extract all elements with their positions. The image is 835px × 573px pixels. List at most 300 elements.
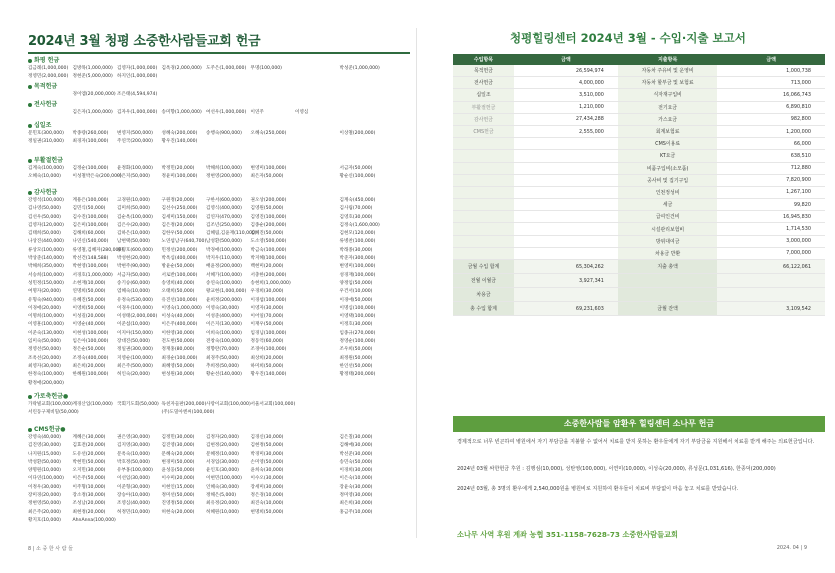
pine-tree-description: 경제적으로 너무 빈곤하여 병원에서 자기 부담금을 지불할 수 없어서 치료를 받지 못하는 환우들에게 자기 부담금을 지원해서 치료를 받게 해주는 의료헌금입니다.: [457, 439, 815, 445]
offering-section: [28, 100, 413, 117]
donor-entry: 하미희(50,000): [250, 363, 284, 369]
donor-entry: [73, 409, 118, 417]
donor-entry: [295, 247, 340, 255]
donor-entry: 김은정(20,000): [161, 222, 195, 228]
donor-entry: [295, 65, 340, 73]
income-amount-cell: 1,210,000: [514, 101, 618, 113]
donor-entry: [295, 288, 340, 296]
donor-row: [28, 371, 413, 379]
donor-entry: 김은칠(30,000): [339, 435, 373, 440]
expense-item-cell: 자동차 할부금 및 보험료: [618, 77, 717, 89]
donor-entry: 김진영(30,000): [161, 443, 195, 449]
donor-entry: [295, 355, 340, 363]
donor-entry: 김계숙(450,000): [339, 198, 376, 203]
donor-entry: 손미영(50,000): [250, 459, 284, 465]
expense-item-cell: 세금: [618, 199, 717, 211]
donor-entry: 박해희(100,000): [206, 166, 242, 171]
donor-entry: 계혜은(30,000): [72, 435, 106, 440]
donor-entry: AhnAnna(100,000): [72, 517, 116, 523]
donor-entry: 김나영(50,000): [28, 206, 61, 212]
donor-row: [28, 330, 413, 338]
table-header-row: [453, 54, 825, 65]
donor-entry: 박성현(20,000): [117, 256, 150, 262]
donor-entry: 김미희(50,000): [117, 206, 150, 212]
donor-entry: 강영숙(40,000): [28, 435, 61, 440]
summary-row: [453, 274, 825, 288]
donor-row: [28, 434, 413, 442]
donor-entry: 박경미(30,000): [250, 451, 284, 457]
donor-entry: 서금자(50,000): [117, 272, 150, 278]
donor-entry: 김연자(470,000): [206, 214, 242, 220]
bullet-icon: [28, 191, 32, 195]
donor-entry: 박호정(50,000): [117, 459, 150, 465]
donor-row: [28, 238, 413, 246]
donor-entry: 박종량(260,000): [72, 131, 109, 136]
donor-entry: 정영민(2,000,000): [28, 74, 69, 80]
donor-entry: 김혜진(50,000): [250, 231, 284, 237]
donor-entry: [340, 409, 385, 417]
donor-entry: [117, 380, 162, 388]
donor-entry: 백현미(20,000): [250, 264, 284, 270]
donor-entry: 류형호(600,000): [117, 247, 153, 253]
donor-entry: 김영진(100,000): [250, 214, 287, 220]
donor-entry: [340, 73, 385, 81]
donor-entry: 김현정(20,000): [206, 443, 239, 449]
expense-item-cell: [618, 288, 717, 302]
donor-entry: 가락빌교회(100,000): [28, 402, 73, 407]
donor-entry: 이성철박은숙(200,000): [72, 174, 122, 180]
donor-entry: 임경님(100,000): [250, 330, 287, 336]
donor-entry: 김선수(250,000): [161, 206, 198, 212]
donor-entry: 허정민(10,000): [117, 509, 150, 515]
table-row: [453, 89, 825, 101]
donor-row: [28, 346, 413, 354]
donor-entry: 박성준(1,000,000): [339, 66, 380, 71]
donor-entry: 정미선(50,000): [161, 493, 195, 499]
donor-row: [28, 65, 413, 73]
donor-entry: 임종규(270,000): [339, 330, 376, 336]
donor-row: [28, 509, 413, 517]
donor-entry: 유정숙(530,000): [117, 297, 153, 303]
donor-entry: [162, 380, 207, 388]
donor-entry: 최은희(20,000): [72, 363, 106, 369]
donor-entry: [251, 380, 296, 388]
donor-entry: 황우진(140,000): [161, 139, 198, 145]
donor-entry: 남성환(500,000): [206, 239, 242, 245]
donor-entry: [295, 380, 340, 388]
donor-entry: 전창숙(100,000): [206, 339, 242, 345]
donor-entry: 방윤순(50,000): [161, 264, 195, 270]
donor-entry: 최혜영(50,000): [161, 363, 195, 369]
donor-entry: 김영자(1,000,000): [117, 66, 158, 71]
donor-entry: 변경미(50,000): [161, 459, 195, 465]
section-heading: 가로축헌금●: [28, 392, 413, 401]
income-amount-cell: [514, 235, 618, 247]
income-amount-cell: [514, 223, 618, 235]
donor-entry: 왕교현(1,000,000): [206, 289, 247, 295]
header-income-item: 수입항목: [453, 54, 514, 65]
donor-entry: 이성태(2,000,000): [117, 314, 158, 320]
donor-row: [28, 338, 413, 346]
table-row: [453, 235, 825, 247]
donor-entry: 한혜원(100,000): [72, 372, 109, 378]
expense-amount-cell: 66,000: [717, 138, 825, 150]
bullet-icon: [28, 103, 32, 107]
donor-entry: [251, 91, 296, 99]
expense-amount-cell: 1,200,000: [717, 125, 825, 137]
expense-amount-cell: 6,890,810: [717, 101, 825, 113]
donor-entry: 김세미(150,000): [161, 214, 198, 220]
bullet-icon: [28, 124, 32, 128]
donor-entry: 장소정(30,000): [72, 493, 106, 499]
donor-row: [28, 255, 413, 263]
donor-entry: [295, 321, 340, 329]
donor-entry: 이성준(400,000): [206, 314, 242, 320]
donor-entry: 김해희(60,000): [72, 231, 106, 237]
income-item-cell: 총 수입 합계: [453, 302, 514, 316]
donor-row: [28, 272, 413, 280]
donor-entry: 김옥경(2,000,000): [161, 66, 202, 71]
donor-entry: 정현영(50,000): [28, 501, 61, 507]
expense-item-cell: CMS이용료: [618, 138, 717, 150]
donor-entry: 계용은(100,000): [72, 198, 109, 203]
offering-section: [28, 188, 413, 388]
donor-entry: 임은아(100,000): [72, 339, 109, 345]
donor-entry: 인혜숙(30,000): [206, 484, 239, 490]
donor-entry: 경이엠(20,000,000): [72, 92, 116, 97]
donor-entry: 김영자(120,000): [28, 222, 64, 228]
donor-row: [28, 247, 413, 255]
donor-row: [28, 263, 413, 271]
income-amount-cell: 2,555,000: [514, 125, 618, 137]
donor-entry: [295, 401, 340, 409]
donor-entry: 이경우(100,000): [117, 305, 153, 311]
donor-row: [28, 313, 413, 321]
donor-entry: [295, 484, 340, 492]
donor-entry: 사랑이교회(100,000): [206, 402, 251, 407]
income-amount-cell: [514, 174, 618, 186]
expense-item-cell: 비품구입비(소모품): [618, 162, 717, 174]
donor-entry: 이은지(50,000): [117, 174, 150, 180]
donor-entry: 이준숙(130,000): [28, 330, 64, 336]
table-row: [453, 223, 825, 235]
bullet-icon: [28, 395, 32, 399]
donor-entry: 박정민(20,000): [161, 166, 195, 171]
donor-entry: 오태희(50,000): [161, 289, 195, 295]
donor-entry: 김민식(50,000): [72, 206, 106, 212]
income-amount-cell: [514, 247, 618, 259]
donor-entry: [295, 459, 340, 467]
donor-entry: 최경순(100,000): [161, 355, 198, 361]
donor-entry: 최은희(30,000): [339, 501, 373, 507]
donor-entry: [295, 475, 340, 483]
donor-entry: 이영숙(30,000): [206, 305, 239, 311]
donor-entry: 윤정화(100,000): [117, 166, 153, 171]
income-item-cell: 감사헌금: [453, 113, 514, 125]
table-row: [453, 113, 825, 125]
expense-item-cell: 전기요금: [618, 101, 717, 113]
section-heading: CMS헌금●: [28, 425, 413, 434]
donor-entry: 양명원(10,000): [28, 468, 61, 474]
donor-row: [28, 73, 413, 81]
donor-entry: [295, 280, 340, 288]
income-item-cell: CMS헌금: [453, 125, 514, 137]
donor-entry: [295, 73, 340, 81]
donor-entry: 유부홍(100,000): [117, 468, 153, 474]
donor-entry: 도주은(1,000,000): [206, 66, 247, 71]
donor-entry: 이영훈(100,000): [28, 322, 64, 328]
donor-entry: 윤희숙(30,000): [250, 468, 284, 474]
donor-entry: 강영석(100,000): [28, 198, 64, 203]
donor-entry: 이성숙(40,000): [161, 314, 195, 320]
donor-entry: 김계숙(100,000): [28, 166, 64, 171]
donor-entry: 허현숙(20,000): [161, 509, 195, 515]
donor-entry: 오혜숙(10,000): [28, 174, 61, 180]
donor-entry: 황순신(100,000): [339, 174, 376, 180]
donor-entry: [206, 409, 251, 417]
donor-entry: 독친자들판(200,000): [161, 402, 207, 407]
donor-entry: 이어일(70,000): [250, 314, 284, 320]
donor-entry: 김현정(50,000): [250, 443, 284, 449]
donor-entry: 조은태(4,594,974): [117, 92, 158, 97]
expense-amount-cell: 638,510: [717, 150, 825, 162]
donor-entry: 정은경(10,000): [250, 493, 284, 499]
donor-entry: 정현준(5,000,000): [72, 74, 113, 80]
income-item-cell: [453, 235, 514, 247]
donor-entry: 허혜원(10,000): [206, 509, 239, 515]
donor-entry: 이현인(15,000): [161, 484, 195, 490]
donor-entry: 이수오(30,000): [250, 476, 284, 482]
donor-entry: 이희숙(100,000): [206, 330, 242, 336]
donor-entry: 이정우(30,000): [28, 484, 61, 490]
donor-entry: 정향란(70,000): [206, 347, 239, 353]
donor-entry: 정은순(50,000): [72, 347, 106, 353]
donor-entry: 현성원(30,000): [161, 372, 195, 378]
donor-entry: 조우희(50,000): [339, 347, 373, 353]
expense-amount-cell: 713,000: [717, 77, 825, 89]
donor-row: [28, 459, 413, 467]
donor-entry: [295, 173, 340, 181]
donor-entry: 변영지(500,000): [117, 131, 153, 136]
donor-entry: 추희정(50,000): [206, 363, 239, 369]
donor-entry: [295, 138, 340, 146]
donor-entry: [295, 409, 340, 417]
donor-row: [28, 214, 413, 222]
donor-entry: 김은미(100,000): [72, 222, 109, 228]
donor-entry: 하지인(1,000,000): [117, 74, 158, 80]
donor-entry: 황순선(140,000): [206, 372, 242, 378]
income-item-cell: [453, 186, 514, 198]
donor-entry: 서로반(100,000): [161, 272, 198, 278]
donor-entry: 이연주: [250, 110, 264, 115]
donor-entry: 김영원(50,000): [250, 206, 284, 212]
section-heading: 전사헌금: [28, 100, 413, 109]
donor-entry: 최은주(20,000): [28, 509, 61, 515]
donor-entry: 이영숙(1,000,000): [161, 305, 202, 311]
donor-entry: 황우진(140,000): [250, 372, 287, 378]
expense-amount-cell: 99,820: [717, 199, 825, 211]
expense-amount-cell: 66,122,061: [717, 260, 825, 274]
expense-amount-cell: 1,267,100: [717, 186, 825, 198]
donor-entry: 김방목(1,000,000): [72, 66, 113, 71]
donor-entry: 배윤정(200,000): [206, 264, 242, 270]
donor-row: [28, 363, 413, 371]
expense-amount-cell: 1,000,738: [717, 65, 825, 77]
donor-entry: 김정순(100,000): [72, 166, 109, 171]
donor-entry: 오혜숙(250,000): [250, 131, 287, 136]
table-row: [453, 199, 825, 211]
donor-entry: 송민숙(50,000): [339, 459, 373, 465]
donor-entry: [295, 255, 340, 263]
donor-entry: [295, 313, 340, 321]
donor-entry: 성경재(100,000): [339, 272, 376, 278]
donor-entry: 조경아(100,000): [250, 347, 287, 353]
donor-entry: 오지민(30,000): [72, 468, 106, 474]
donor-entry: [251, 409, 296, 417]
donor-entry: 현명희(50,000): [250, 509, 284, 515]
donor-row: [28, 173, 413, 181]
income-item-cell: [453, 199, 514, 211]
donor-entry: 김진영(30,000): [28, 443, 61, 449]
donor-entry: 유형숙(940,000): [28, 297, 64, 303]
table-body: [453, 65, 825, 316]
income-item-cell: 금월 수입 합계: [453, 260, 514, 274]
donor-entry: 권오상(200,000): [250, 198, 287, 203]
expense-amount-cell: 7,820,900: [717, 174, 825, 186]
donor-entry: [28, 109, 73, 117]
expense-amount-cell: 7,000,000: [717, 247, 825, 259]
left-page-title: 2024년 3월 청평 소중한사람들교회 헌금: [28, 34, 261, 49]
donor-entry: 나상진(440,000): [28, 239, 64, 245]
donor-entry: 이영순(40,000): [72, 322, 106, 328]
donor-entry: 장윤숙(30,000): [339, 484, 373, 490]
donor-entry: [117, 409, 162, 417]
income-item-cell: [453, 138, 514, 150]
income-item-cell: 십일조: [453, 89, 514, 101]
donor-entry: [295, 165, 340, 173]
bullet-icon: [28, 159, 32, 163]
donor-entry: [295, 238, 340, 246]
donor-entry: 송연숙(100,000): [206, 280, 242, 286]
donor-row: [28, 442, 413, 450]
income-amount-cell: [514, 211, 618, 223]
donor-entry: [295, 305, 340, 313]
donor-entry: 이경애(20,000): [28, 305, 61, 311]
donor-entry: 김조년(250,000): [206, 222, 242, 228]
donor-entry: 박현주(90,000): [117, 264, 150, 270]
donor-entry: 김정숙(1,600,000): [339, 222, 380, 228]
donor-entry: 성혜숙(200,000): [161, 131, 198, 136]
donor-entry: 이영심: [295, 110, 309, 115]
donor-entry: [251, 138, 296, 146]
donor-entry: 이주형(10,000): [72, 484, 106, 490]
table-row: [453, 150, 825, 162]
donor-entry: 성민정(150,000): [28, 280, 64, 286]
donor-entry: 이경섭(100,000): [250, 297, 287, 303]
offering-section: [28, 392, 413, 418]
donor-entry: [295, 500, 340, 508]
donor-entry: 박현영(100,000): [72, 264, 109, 270]
donor-entry: 이한영(30,000): [161, 330, 195, 336]
section-heading: 목적헌금: [28, 82, 413, 91]
donor-entry: [206, 73, 251, 81]
table-row: [453, 247, 825, 259]
donor-row: [28, 222, 413, 230]
expense-item-cell: 인천정성비: [618, 186, 717, 198]
expense-item-cell: KT요금: [618, 150, 717, 162]
donor-entry: 계경산업(100,000): [72, 402, 113, 407]
donor-entry: 정윤미(100,000): [161, 174, 198, 180]
income-amount-cell: 4,000,000: [514, 77, 618, 89]
donor-entry: 김선우(50,000): [28, 214, 61, 220]
donor-row: [28, 91, 413, 99]
donor-entry: [340, 517, 385, 525]
donor-row: [28, 492, 413, 500]
donor-entry: 여명자(20,000): [28, 289, 61, 295]
donor-entry: 김정자(20,000): [206, 435, 239, 440]
donor-entry: 우건서(10,000): [339, 289, 373, 295]
donor-entry: 박성환(50,000): [28, 459, 61, 465]
donor-entry: 이성길(20,000): [72, 314, 106, 320]
donor-entry: 정영선(50,000): [28, 347, 61, 353]
income-item-cell: [453, 247, 514, 259]
donor-entry: 여선우(1,000,000): [206, 110, 247, 115]
expense-amount-cell: 16,945,830: [717, 211, 825, 223]
donor-entry: 장대진(50,000): [117, 339, 150, 345]
donor-entry: 박선건(148,588): [72, 256, 109, 262]
donation-account: 소나무 사역 후원 계좌 농협 351-1158-7628-73 소중한사람들교회: [457, 530, 678, 539]
summary-row: [453, 260, 825, 274]
donor-entry: 이재우(50,000): [250, 322, 284, 328]
donor-entry: 박경애(100,000): [206, 247, 242, 253]
donor-entry: 김한우(50,000): [161, 231, 195, 237]
donor-entry: 박지혜(100,000): [250, 256, 287, 262]
pine-tree-support-summary: 2024년 03월, 총 3명의 환우에게 2,540,000원을 병원비로 지원하여 환우들이 치료비 부담없이 마음 놓고 치료를 받았습니다.: [457, 486, 739, 492]
donor-entry: 윤성웅(50,000): [161, 468, 195, 474]
donor-entry: 소현재(10,000): [72, 280, 106, 286]
donor-entry: [206, 91, 251, 99]
donor-entry: 이영택(100,000): [339, 314, 376, 320]
donor-row: [28, 321, 413, 329]
donor-entry: 국회기도회(50,000): [117, 402, 159, 407]
donor-entry: 이준섭(10,000): [117, 322, 150, 328]
donor-entry: 문혜숙(20,000): [161, 451, 195, 457]
donor-entry: [295, 451, 340, 459]
offering-section: [28, 156, 413, 182]
donor-entry: [295, 230, 340, 238]
donor-row: [28, 280, 413, 288]
bullet-icon: [28, 59, 32, 63]
income-item-cell: 부활절헌금: [453, 101, 514, 113]
table-row: [453, 174, 825, 186]
donor-entry: 최유정(20,000): [206, 501, 239, 507]
donor-entry: 조영심(40,000): [117, 501, 150, 507]
expense-amount-cell: 712,880: [717, 162, 825, 174]
income-item-cell: [453, 162, 514, 174]
expense-amount-cell: 16,066,743: [717, 89, 825, 101]
donor-entry: 이영자(30,000): [250, 305, 284, 311]
donor-entry: 이명심(100,000): [339, 305, 376, 311]
income-item-cell: [453, 211, 514, 223]
donor-entry: 이상철(200,000): [339, 131, 376, 136]
donor-entry: 주연국(200,000): [117, 139, 153, 145]
donor-row: [28, 475, 413, 483]
donor-row: [28, 305, 413, 313]
donor-entry: [206, 138, 251, 146]
donor-entry: [295, 205, 340, 213]
donor-entry: [295, 330, 340, 338]
expense-item-cell: 급여인건비: [618, 211, 717, 223]
